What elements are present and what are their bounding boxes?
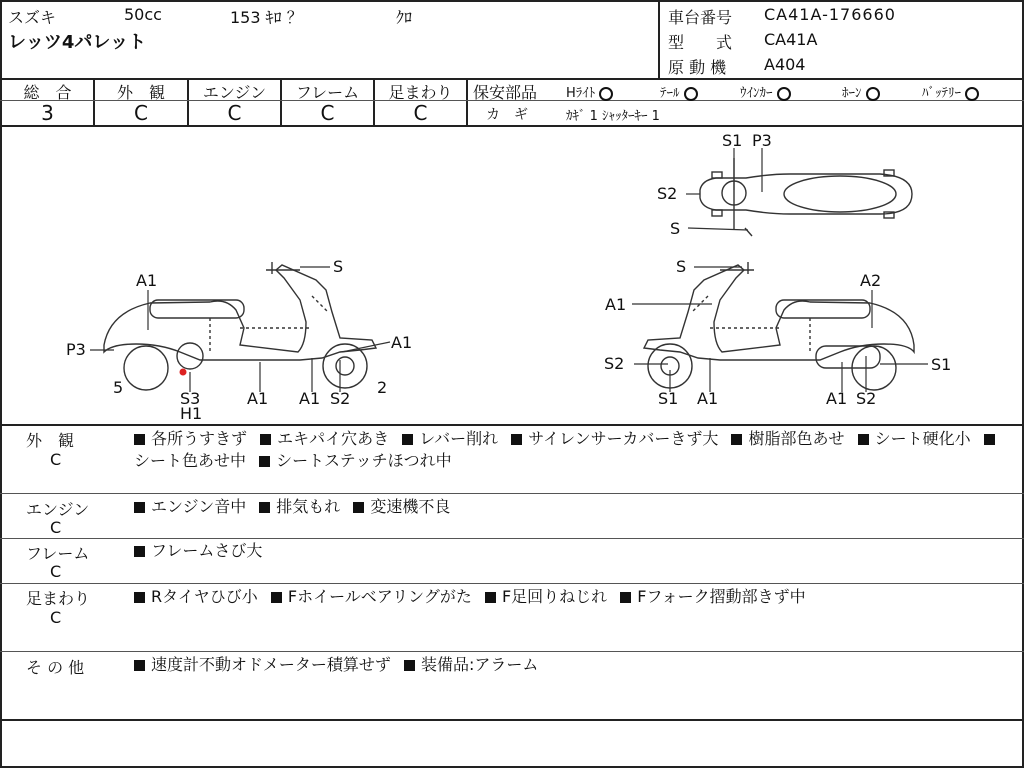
remark-item: Fホイールベアリングがた: [271, 587, 472, 606]
label-left-h1: H1: [180, 404, 203, 423]
remark-item: 排気もれ: [259, 497, 340, 516]
rating-divider: [466, 78, 468, 126]
rating-total: 3: [41, 101, 54, 125]
top-mirror-left: [712, 172, 722, 178]
label-right-a1-left: A1: [605, 295, 627, 314]
bullet-square-icon: [620, 592, 631, 603]
remarks-bottom-line: [0, 719, 1024, 721]
remark-items-exterior: [134, 428, 1014, 472]
top-handlebar: [734, 158, 752, 236]
left-handlebar: [266, 262, 300, 274]
left-rear-wheel: [124, 346, 168, 390]
remark-item: サイレンサーカバーきず大: [511, 429, 718, 448]
label-top-s2: S2: [657, 184, 678, 203]
bullet-square-icon: [134, 592, 145, 603]
remark-item: Rタイヤひび小: [134, 587, 258, 606]
bullet-square-icon: [485, 592, 496, 603]
remark-item: シートステッチほつれ中: [259, 451, 452, 470]
remark-item: レバー削れ: [402, 429, 498, 448]
ok-circle-icon: [965, 87, 979, 101]
bullet-square-icon: [858, 434, 869, 445]
key-value: ｶｷﾞ 1 ｼｬｯﾀｰｷｰ 1: [566, 109, 660, 124]
rating-header-engine: エンジン: [202, 83, 267, 102]
remark-grade-engine: C: [50, 518, 62, 537]
label-top-s1: S1: [722, 131, 743, 150]
frame-no: CA41A-176660: [764, 5, 896, 24]
header-divider: [658, 0, 660, 78]
ok-circle-icon: [866, 87, 880, 101]
bullet-square-icon: [404, 660, 415, 671]
left-front-hub: [336, 357, 354, 375]
label-left-s3: S3: [180, 389, 201, 408]
left-panel-lines: [210, 296, 328, 352]
remark-divider: [0, 651, 1024, 652]
frame-no-label: 車台番号: [668, 8, 733, 27]
label-left-p3: P3: [66, 340, 86, 359]
damage-diagram: [0, 127, 1022, 423]
rating-header-total: 総 合: [23, 83, 72, 102]
bullet-square-icon: [731, 434, 742, 445]
remark-item: シート色あせ中: [134, 429, 1001, 470]
remark-item: F足回りねじれ: [485, 587, 607, 606]
rating-header-frame: フレーム: [295, 83, 360, 102]
remark-item: 各所うすきず: [134, 429, 247, 448]
type-label: 型 式: [668, 33, 733, 52]
bullet-square-icon: [134, 660, 145, 671]
label-top-p3: P3: [752, 131, 772, 150]
label-right-a1-b2: A1: [826, 389, 848, 408]
remark-item: エキパイ穴あき: [260, 429, 389, 448]
remark-divider: [0, 583, 1024, 584]
label-right-s1-right: S1: [931, 355, 952, 374]
label-left-5: 5: [113, 378, 124, 397]
battery-label: ﾊﾞｯﾃﾘｰ: [922, 86, 961, 101]
remark-item: エンジン音中: [134, 497, 246, 516]
left-front-wheel: [323, 344, 367, 388]
bullet-square-icon: [511, 434, 522, 445]
rating-exterior: C: [134, 101, 148, 125]
remark-item: 樹脂部色あせ: [731, 429, 844, 448]
damage-marker: [180, 369, 187, 376]
ok-circle-icon: [777, 87, 791, 101]
safety-tail: [660, 82, 698, 101]
tail-label: ﾃｰﾙ: [660, 86, 680, 101]
remark-grade-frame: C: [50, 562, 62, 581]
bullet-square-icon: [260, 434, 271, 445]
remark-divider: [0, 538, 1024, 539]
remark-item: Fフォーク摺動部きず中: [620, 587, 805, 606]
remark-item: 装備品:アラーム: [404, 655, 538, 674]
rating-header-exterior: 外 観: [116, 83, 165, 102]
safety-headlight: [566, 82, 613, 101]
label-right-s1-b: S1: [658, 389, 679, 408]
model-name: レッツ4パレット: [8, 32, 147, 53]
remark-item: 変速機不良: [353, 497, 450, 516]
remark-item: フレームさび大: [134, 541, 262, 560]
remark-item: 速度計不動オドメーター積算せず: [134, 655, 391, 674]
remark-label-other: そ の 他: [26, 658, 85, 677]
displacement: 50cc: [124, 5, 162, 24]
engine-label: 原 動 機: [668, 58, 727, 77]
bullet-square-icon: [353, 502, 364, 513]
ok-circle-icon: [599, 87, 613, 101]
remark-label-exterior: 外 観: [26, 431, 75, 450]
remark-divider: [0, 493, 1024, 494]
headlight-label: Hﾗｲﾄ: [566, 86, 596, 101]
winker-label: ｳｲﾝｶｰ: [740, 86, 773, 101]
label-left-a1-b2: A1: [299, 389, 321, 408]
safety-horn: [842, 82, 880, 101]
remark-items-frame: [134, 540, 1014, 562]
key-label: カ ギ: [486, 107, 528, 123]
rating-suspension: C: [413, 101, 428, 125]
bullet-square-icon: [134, 434, 145, 445]
diagram-bottom-line: [0, 424, 1024, 426]
type-value: CA41A: [764, 30, 818, 49]
engine-value: A404: [764, 55, 806, 74]
remark-grade-exterior: C: [50, 450, 62, 469]
mileage: 153 ｷﾛ ？: [230, 8, 303, 27]
remark-items-other: [134, 654, 1014, 676]
bullet-square-icon: [134, 546, 145, 557]
label-left-s2: S2: [330, 389, 351, 408]
label-top-s: S: [670, 219, 681, 238]
label-left-a1-top: A1: [136, 271, 158, 290]
ok-circle-icon: [684, 87, 698, 101]
rating-header-suspension: 足まわり: [388, 83, 453, 102]
bullet-square-icon: [259, 502, 270, 513]
remark-grade-suspension: C: [50, 608, 62, 627]
label-left-a1-b1: A1: [247, 389, 269, 408]
label-right-s-top: S: [676, 257, 687, 276]
label-right-s2-b: S2: [856, 389, 877, 408]
remark-label-suspension: 足まわり: [26, 589, 91, 608]
horn-label: ﾎｰﾝ: [842, 86, 862, 101]
bullet-square-icon: [134, 502, 145, 513]
top-mirror-right: [712, 210, 722, 216]
maker: スズキ: [8, 8, 57, 27]
bullet-square-icon: [984, 434, 995, 445]
bullet-square-icon: [271, 592, 282, 603]
remark-label-frame: フレーム: [26, 544, 90, 563]
rating-frame: C: [320, 101, 335, 125]
remark-items-engine: [134, 496, 1014, 518]
safety-label: 保安部品: [473, 83, 538, 102]
top-seat: [784, 176, 896, 212]
bullet-square-icon: [402, 434, 413, 445]
label-left-a1-right: A1: [391, 333, 413, 352]
remark-items-suspension: [134, 586, 1014, 608]
label-left-2: 2: [377, 378, 388, 397]
color: ｸﾛ: [396, 8, 413, 27]
top-view-scooter: [700, 158, 912, 236]
bullet-square-icon: [259, 456, 270, 467]
safety-winker: [740, 82, 791, 101]
label-right-s2-left: S2: [604, 354, 625, 373]
safety-battery: [922, 82, 979, 101]
right-handlebar: [720, 262, 754, 274]
remark-label-engine: エンジン: [26, 500, 90, 519]
label-right-a2: A2: [860, 271, 882, 290]
rating-engine: C: [227, 101, 242, 125]
label-left-s-top: S: [333, 257, 344, 276]
remark-item: シート硬化小: [858, 429, 971, 448]
label-right-a1-b: A1: [697, 389, 719, 408]
